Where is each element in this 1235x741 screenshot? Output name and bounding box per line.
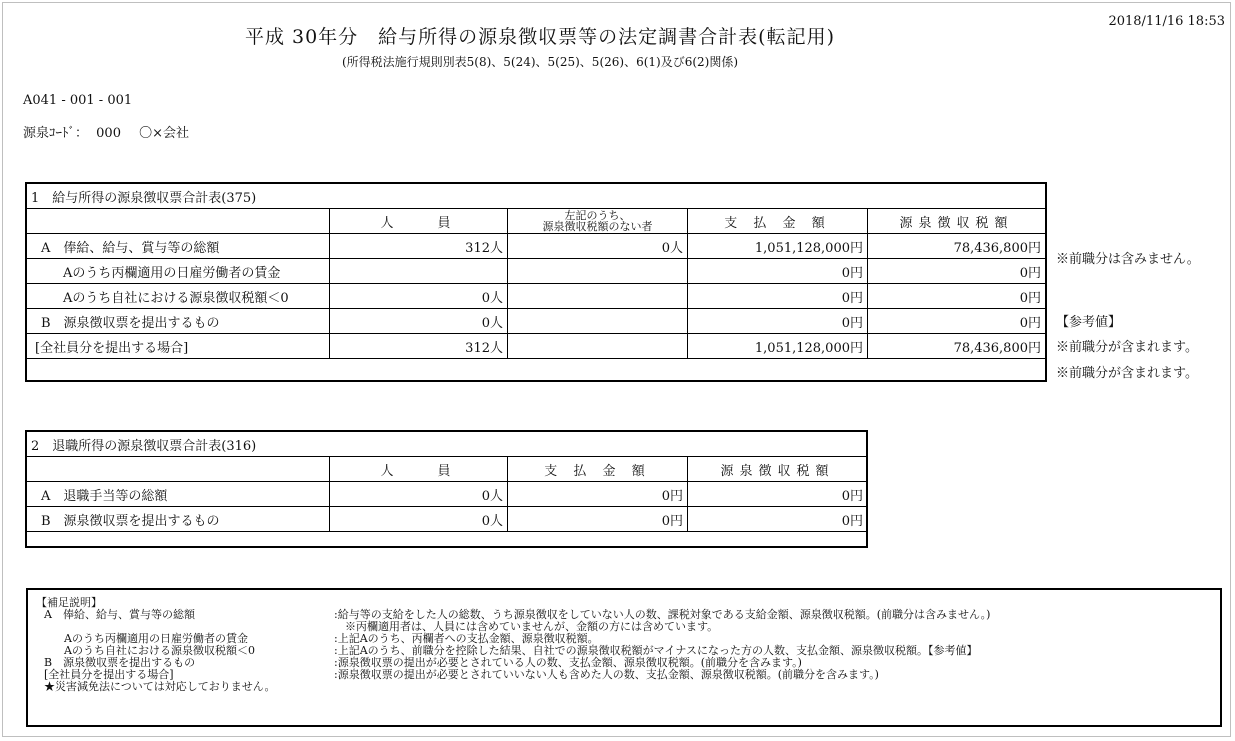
table1-header-people: 人 員 bbox=[330, 209, 508, 234]
people-cell bbox=[330, 259, 508, 284]
retirement-summary-table bbox=[26, 431, 868, 532]
supp-term: B 源泉徴収票を提出するもの bbox=[44, 656, 196, 669]
tax-cell: 0円 bbox=[688, 507, 868, 532]
salary-summary-table bbox=[26, 183, 1046, 359]
supp-desc: :源泉徴収票の提出が必要とされていいない人も含めた人の数、支払金額、源泉徴収税額。(前職分を含みます。) bbox=[334, 668, 879, 681]
no-tax-cell bbox=[508, 284, 688, 309]
people-cell: 312人 bbox=[330, 334, 508, 359]
tax-cell: 0円 bbox=[868, 259, 1046, 284]
amount-cell: 0円 bbox=[688, 259, 868, 284]
row-note: ※前職分が含まれます。 bbox=[1056, 366, 1198, 381]
table-row bbox=[27, 234, 1046, 259]
document-code: A041 - 001 - 001 bbox=[23, 93, 133, 108]
table2-header-tax: 源泉徴収税額 bbox=[688, 457, 868, 482]
table1-caption: 1 給与所得の源泉徴収票合計表(375) bbox=[27, 184, 1046, 209]
table1-header-no-tax-line2: 源泉徴収税額のない者 bbox=[542, 220, 653, 233]
amount-cell: 0円 bbox=[688, 284, 868, 309]
page-subtitle: (所得税法施行規則別表5(8)、5(24)、5(25)、5(26)、6(1)及び6(2)関係) bbox=[341, 55, 739, 69]
row-label: A 退職手当等の総額 bbox=[27, 482, 330, 507]
amount-cell: 1,051,128,000円 bbox=[688, 234, 868, 259]
supp-desc: :給与等の支給をした人の総数、うち源泉徴収をしていない人の数、課税対象である支給金額、源泉徴収税額。(前職分は含みません。) bbox=[334, 608, 991, 621]
source-code-value: 000 bbox=[96, 126, 121, 141]
table1-header-tax: 源泉徴収税額 bbox=[868, 209, 1046, 234]
no-tax-cell bbox=[508, 309, 688, 334]
supp-heading: 【補足説明】 bbox=[36, 596, 102, 609]
tax-cell: 0円 bbox=[868, 284, 1046, 309]
table1-header-no-tax bbox=[508, 209, 688, 234]
amount-cell: 1,051,128,000円 bbox=[688, 334, 868, 359]
table-row bbox=[27, 259, 1046, 284]
supp-desc: :上記Aのうち、前職分を控除した結果、自社での源泉徴収税額がマイナスになった方の人数、支払金額、源泉徴収税額。【参考値】 bbox=[334, 644, 978, 657]
supplementary-notes bbox=[26, 588, 1222, 727]
supp-term: [全社員分を提出する場合] bbox=[44, 668, 174, 681]
table2-header-amount: 支 払 金 額 bbox=[508, 457, 688, 482]
no-tax-cell: 0人 bbox=[508, 234, 688, 259]
row-note: ※前職分は含みません。 bbox=[1056, 252, 1200, 267]
supp-desc: :上記Aのうち、丙欄者への支払金額、源泉徴収税額。 bbox=[334, 632, 599, 645]
people-cell: 0人 bbox=[330, 284, 508, 309]
table-row bbox=[27, 284, 1046, 309]
row-note: 【参考値】 bbox=[1056, 315, 1122, 330]
table-row bbox=[27, 309, 1046, 334]
row-label: B 源泉徴収票を提出するもの bbox=[27, 309, 330, 334]
row-label: Aのうち丙欄適用の日雇労働者の賃金 bbox=[27, 259, 330, 284]
supp-term: Aのうち自社における源泉徴収税額＜0 bbox=[64, 644, 255, 657]
amount-cell: 0円 bbox=[508, 482, 688, 507]
table1-header-blank bbox=[27, 209, 330, 234]
supp-desc: :源泉徴収票の提出が必要とされている人の数、支払金額、源泉徴収税額。(前職分を含みます。) bbox=[334, 656, 802, 669]
table2-header-people: 人 員 bbox=[330, 457, 508, 482]
source-code-line bbox=[23, 122, 189, 141]
supp-desc: ※丙欄適用者は、人員には含めていませんが、金額の方には含めています。 bbox=[334, 620, 719, 633]
table-row bbox=[27, 334, 1046, 359]
supp-term: A 俸給、給与、賞与等の総額 bbox=[44, 608, 195, 621]
page-title: 平成 30年分 給与所得の源泉徴収票等の法定調書合計表(転記用) bbox=[244, 26, 836, 48]
tax-cell: 0円 bbox=[868, 309, 1046, 334]
amount-cell: 0円 bbox=[508, 507, 688, 532]
source-code-label: 源泉ｺｰﾄﾞ： bbox=[23, 126, 89, 141]
row-label: [全社員分を提出する場合] bbox=[27, 334, 330, 359]
tax-cell: 78,436,800円 bbox=[868, 234, 1046, 259]
company-name: 〇×会社 bbox=[139, 126, 190, 141]
amount-cell: 0円 bbox=[688, 309, 868, 334]
supp-term: Aのうち丙欄適用の日雇労働者の賃金 bbox=[64, 632, 248, 645]
timestamp: 2018/11/16 18:53 bbox=[1108, 14, 1225, 29]
table-row bbox=[27, 482, 868, 507]
row-label: Aのうち自社における源泉徴収税額＜0 bbox=[27, 284, 330, 309]
row-label: B 源泉徴収票を提出するもの bbox=[27, 507, 330, 532]
people-cell: 0人 bbox=[330, 309, 508, 334]
people-cell: 0人 bbox=[330, 507, 508, 532]
no-tax-cell bbox=[508, 259, 688, 284]
tax-cell: 0円 bbox=[688, 482, 868, 507]
no-tax-cell bbox=[508, 334, 688, 359]
row-note: ※前職分が含まれます。 bbox=[1056, 340, 1198, 355]
table1-header-amount: 支 払 金 額 bbox=[688, 209, 868, 234]
table-row bbox=[27, 507, 868, 532]
table2-header-blank bbox=[27, 457, 330, 482]
table2-caption: 2 退職所得の源泉徴収票合計表(316) bbox=[27, 432, 868, 457]
tax-cell: 78,436,800円 bbox=[868, 334, 1046, 359]
people-cell: 0人 bbox=[330, 482, 508, 507]
row-label: A 俸給、給与、賞与等の総額 bbox=[27, 234, 330, 259]
supp-term: ★災害減免法については対応しておりません。 bbox=[44, 680, 276, 693]
table1-header-no-tax-line1: 左記のうち、 bbox=[564, 209, 631, 222]
people-cell: 312人 bbox=[330, 234, 508, 259]
